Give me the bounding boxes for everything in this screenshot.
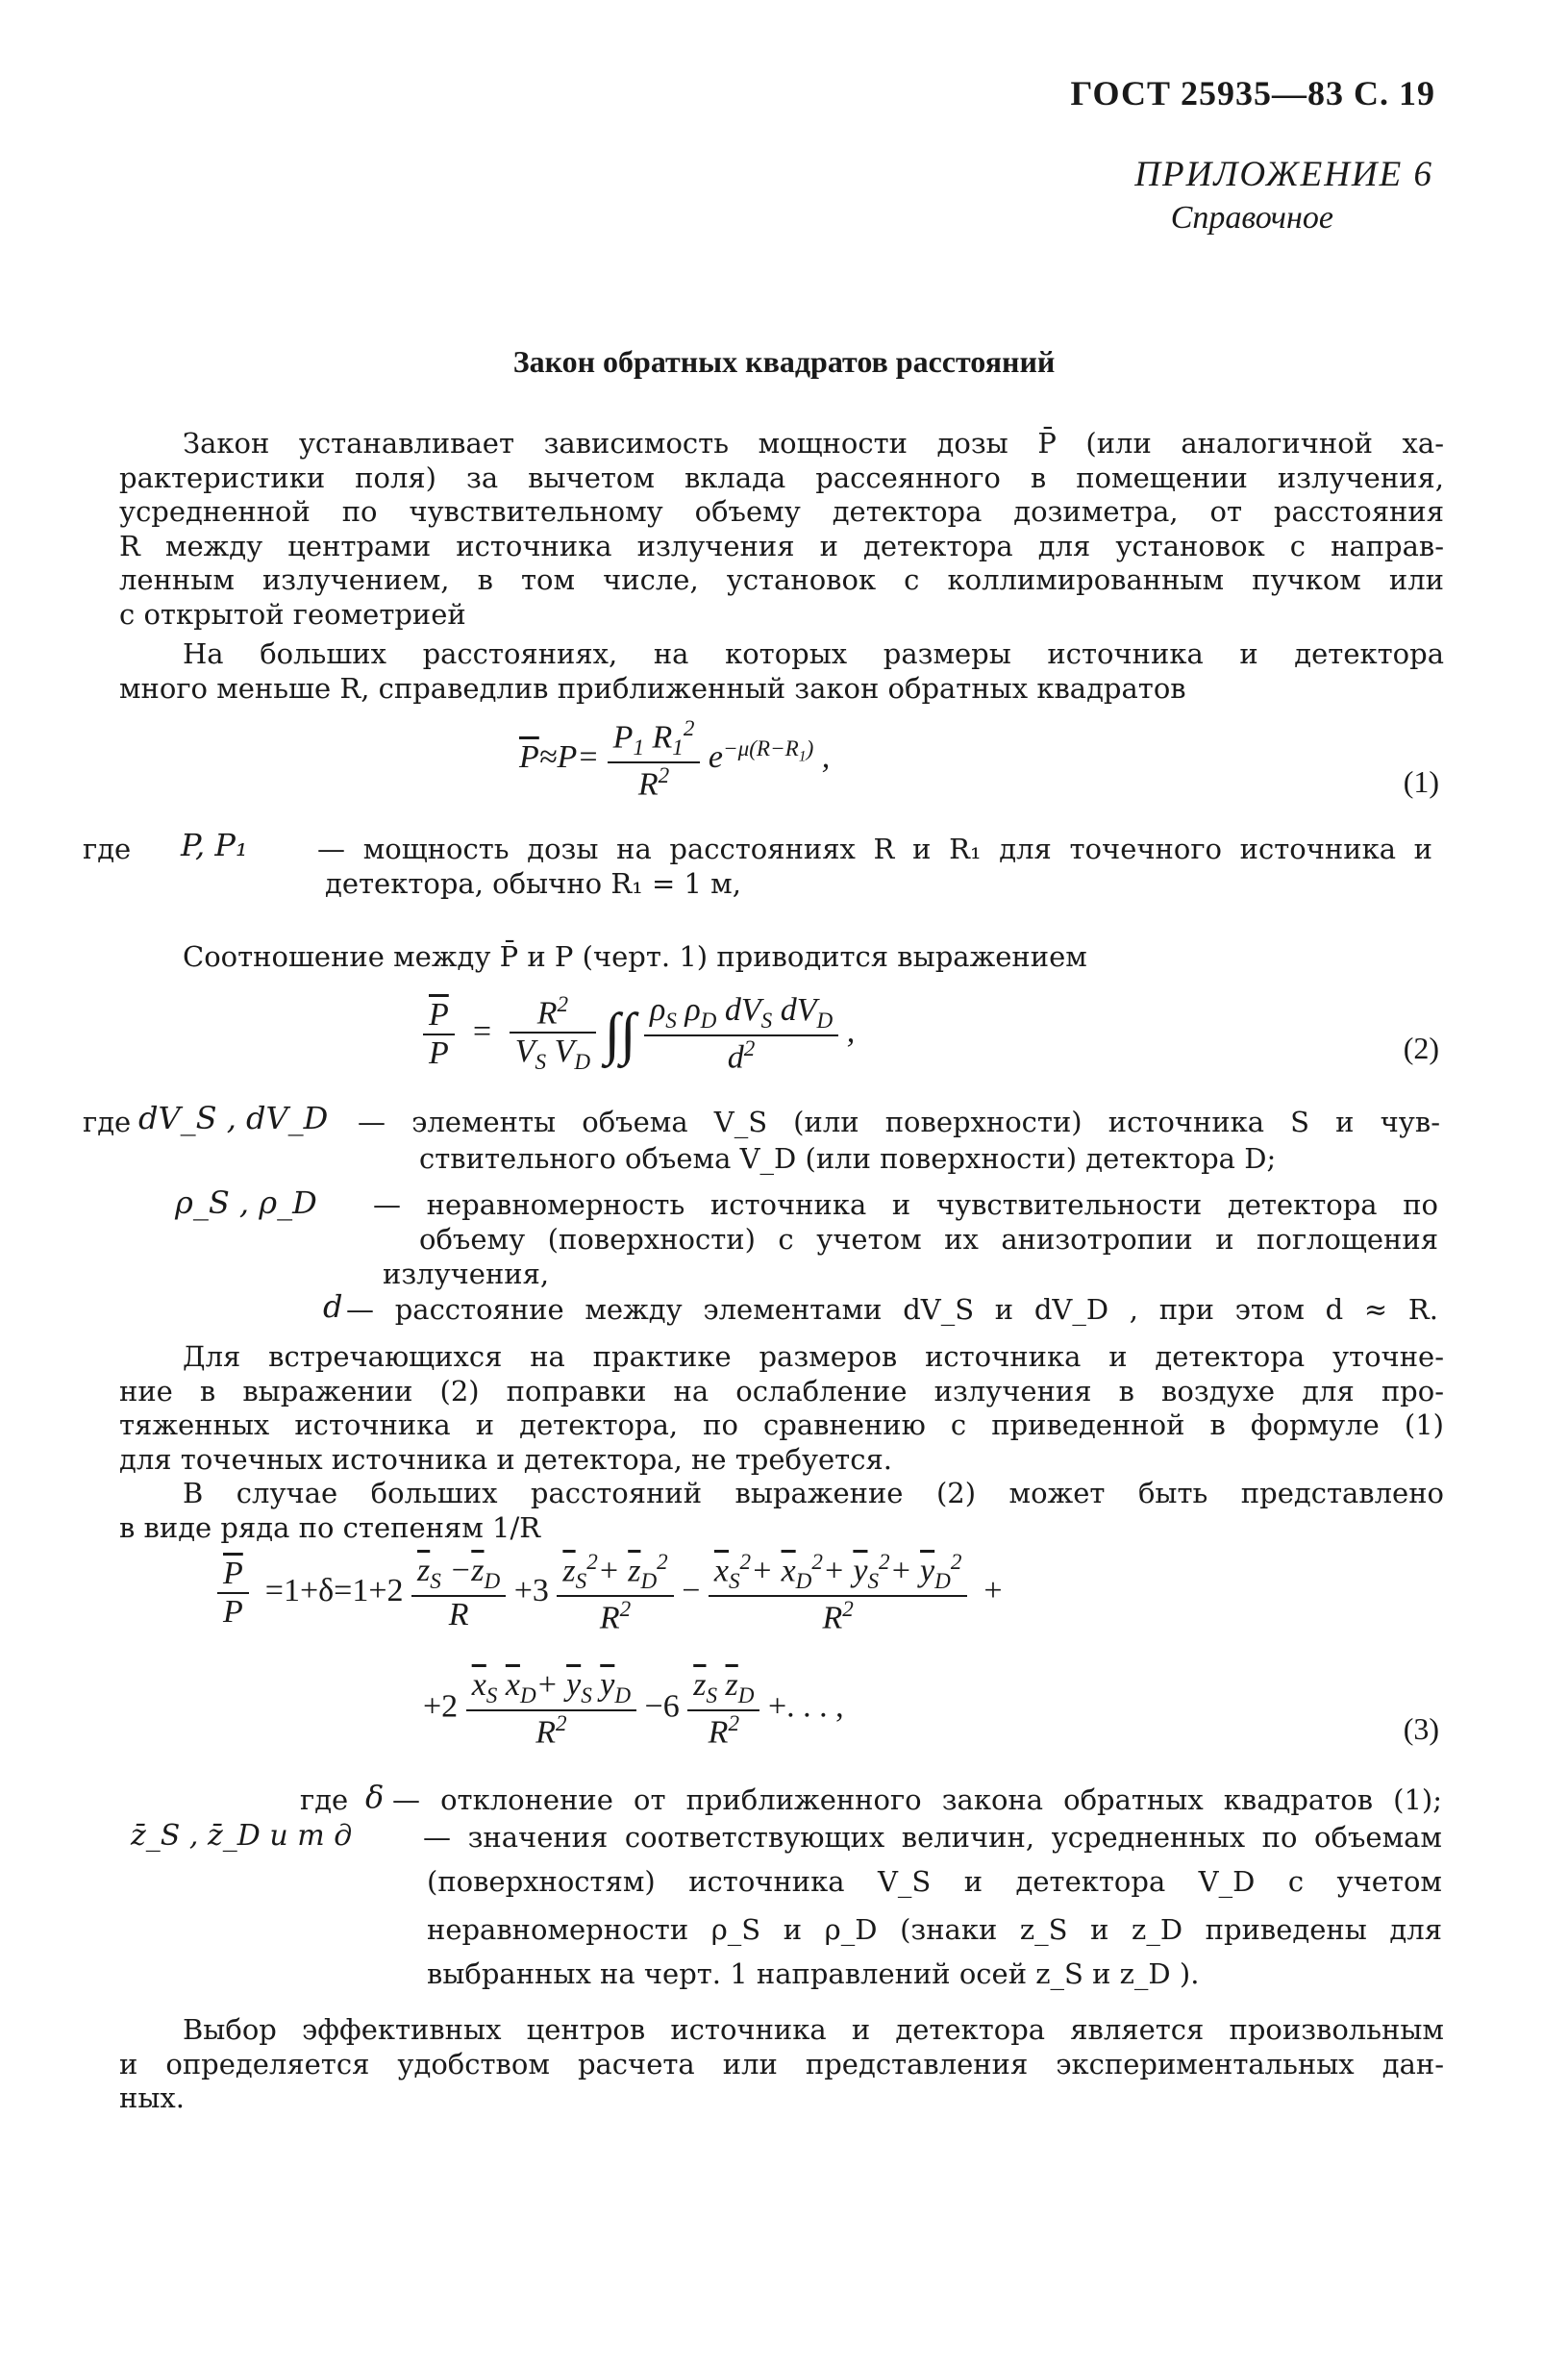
equation-3-line-1: $\frac{\overline{P}}{P}$ =1+δ=1+2 $\frac{\overline{z}_S -\overline{z}_D}{R}$ +3 $\frac{\overline{z}_S^2+ \overline{z}_D^2}{R^2}$ − $\frac{\overline{x}_S^2+ \overline{x}_D^2+ \overline{y}_S^2+ \overline{y}_D^2}{R^2}$ + (217, 1550, 1003, 1636)
paragraph-line: Соотношение между P̄ и P (черт. 1) приводится выражением (183, 940, 1087, 973)
where-2-sym-3: d (323, 1288, 343, 1325)
where-1-line-2: детектора, обычно R₁ = 1 м, (325, 867, 741, 900)
where-2-d1-line-1: — элементы объема V_S (или поверхности) источника S и чув- (358, 1106, 1440, 1138)
paragraph-line: R между центрами источника излучения и детектора для установок с направ- (119, 529, 1444, 562)
where-2-d2-line-2: объему (поверхности) с учетом их анизотропии и поглощения (419, 1223, 1438, 1256)
where-2-sym-2: ρ_S , ρ_D (175, 1184, 317, 1221)
paragraph-6 (119, 2013, 1444, 2116)
where-1-prefix: где (83, 833, 132, 865)
paragraph-line: ние в выражении (2) поправки на ослабление излучения в воздухе для про- (119, 1374, 1444, 1408)
where-2-d2-line-3: излучения, (383, 1258, 550, 1290)
paragraph-line: много меньше R, справедлив приближенный закон обратных квадратов (119, 671, 1186, 705)
page-header: ГОСТ 25935—83 С. 19 (1070, 74, 1435, 112)
paragraph-line: рактеристики поля) за вычетом вклада рассеянного в помещении излучения, (119, 461, 1444, 494)
paragraph-4 (119, 1340, 1444, 1477)
paragraph-line: усредненной по чувствительному объему детектора дозиметра, от расстояния (119, 495, 1444, 528)
where-2-d2-line-1: — неравномерность источника и чувствительности детектора по (373, 1188, 1438, 1221)
where-3-e2-line-1: — значения соответствующих величин, усредненных по объемам (423, 1821, 1442, 1854)
where-1-line-1: — мощность дозы на расстояниях R и R₁ для точечного источника и (317, 833, 1432, 865)
where-3-e2-line-4: выбранных на черт. 1 направлений осей z_S и z_D ). (427, 1957, 1200, 1990)
paragraph-line: На больших расстояниях, на которых размеры источника и детектора (183, 637, 1444, 670)
where-1-symbols: P, P₁ (181, 827, 248, 863)
appendix-kind: Справочное (1170, 200, 1333, 236)
equation-1: $\overline{P}\approx P=$ $\frac{P_1 R_1^2}{R^2}$ $e^{-\mu(R-R_1)}$ , (519, 716, 831, 803)
equation-3-line-2: +2 $\frac{\overline{x}_S \overline{x}_D+ \overline{y}_S \overline{y}_D}{R^2}$ −6 $\frac{\overline{z}_S \overline{z}_D}{R^2}$ +. . . , (423, 1667, 844, 1751)
paragraph-3 (119, 940, 1444, 975)
equation-number-2: (2) (1403, 1031, 1439, 1065)
paragraph-line: с открытой геометрией (119, 597, 466, 631)
where-2-d1-line-2: ствительного объема V_D (или поверхности) детектора D; (419, 1142, 1277, 1175)
appendix-label: ПРИЛОЖЕНИЕ 6 (1134, 155, 1433, 194)
paragraph-1 (119, 427, 1444, 632)
where-3-prefix: где (300, 1783, 349, 1816)
paragraph-line: ных. (119, 2081, 185, 2114)
paragraph-line: В случае больших расстояний выражение (2) может быть представлено (183, 1477, 1444, 1509)
where-2-prefix: где (83, 1106, 132, 1138)
paragraph-line: и определяется удобством расчета или представления экспериментальных дан- (119, 2047, 1444, 2080)
paragraph-line: ленным излучением, в том числе, установок с коллимированным пучком или (119, 563, 1444, 596)
paragraph-line: Закон устанавливает зависимость мощности дозы P̄ (или аналогичной ха- (183, 427, 1444, 460)
paragraph-line: в виде ряда по степеням 1/R (119, 1510, 541, 1544)
equation-number-3: (3) (1403, 1711, 1439, 1746)
paragraph-line: для точечных источника и детектора, не требуется. (119, 1442, 892, 1476)
where-3-sym-1: δ (365, 1779, 385, 1815)
paragraph-line: Для встречающихся на практике размеров источника и детектора уточне- (183, 1340, 1444, 1373)
where-3-e2-line-2: (поверхностям) источника V_S и детектора V_D с учетом (427, 1865, 1442, 1898)
paragraph-line: тяженных источника и детектора, по сравнению с приведенной в формуле (1) (119, 1408, 1444, 1441)
where-2-d3-line-1: — расстояние между элементами dV_S и dV_D , при этом d ≈ R. (346, 1293, 1438, 1326)
equation-2: $\frac{\overline{P}}{P}$ = $\frac{R^2}{V_S V_D}$ ∫∫ $\frac{\rho_S \rho_D dV_S dV_D}{d^2}$ , (423, 992, 855, 1076)
paragraph-line: Выбор эффективных центров источника и детектора является произвольным (183, 2013, 1444, 2046)
where-3-e1-line: — отклонение от приближенного закона обратных квадратов (1); (392, 1783, 1442, 1816)
section-title: Закон обратных квадратов расстояний (512, 344, 1056, 379)
where-3-e2-line-3: неравномерности ρ_S и ρ_D (знаки z_S и z_D приведены для (427, 1913, 1442, 1946)
equation-number-1: (1) (1403, 764, 1439, 799)
where-2-sym-1: dV_S , dV_D (138, 1100, 329, 1136)
paragraph-2 (119, 637, 1444, 706)
paragraph-5 (119, 1477, 1444, 1545)
where-3-sym-2: z̄_S , z̄_D и т д (131, 1819, 353, 1853)
